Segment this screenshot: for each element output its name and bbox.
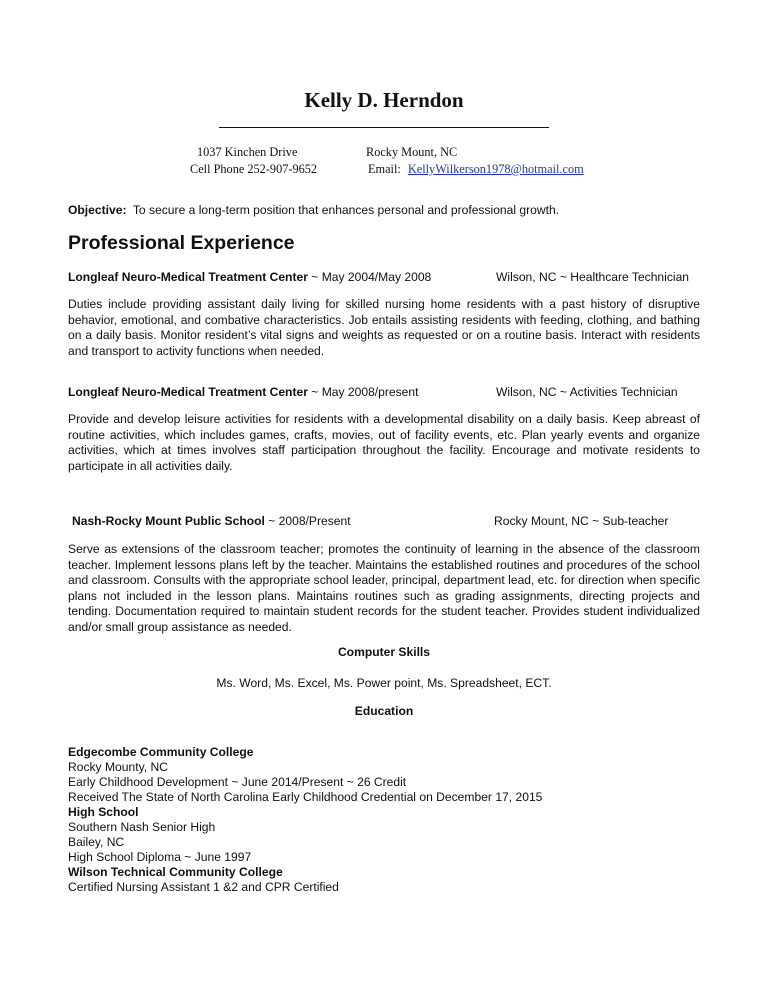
job-title-line [72, 514, 351, 528]
email-label: Email: [368, 162, 401, 176]
job-location-role: Wilson, NC ~ Activities Technician [496, 385, 678, 399]
education-line: High School Diploma ~ June 1997 [68, 850, 252, 864]
skills-text: Ms. Word, Ms. Excel, Ms. Power point, Ms. Spreadsheet, ECT. [216, 676, 552, 690]
job-location-role: Wilson, NC ~ Healthcare Technician [496, 270, 690, 284]
email-line [368, 162, 584, 177]
education-line: Southern Nash Senior High [68, 820, 216, 834]
education-line: Rocky Mounty, NC [68, 760, 168, 774]
job-location-role: Rocky Mount, NC ~ Sub-teacher [494, 514, 669, 528]
job-employer: Nash-Rocky Mount Public School [72, 514, 265, 528]
header-divider [219, 127, 549, 128]
job-description: Serve as extensions of the classroom teacher; promotes the continuity of learning in the absence of the classroom teacher. Implement lessons plans left by the teacher. Maintains the established routines and procedures of the school and classroom. Consults with the appropriate school leader, principal, department lead, etc. for direction when specific plans not included in the lesson plans. Maintains routines such as grading assignments, directing projects and tending. Documentation required to maintain student records for the student teacher. Provides student individualized and/or small group assistance as needed. [68, 542, 700, 634]
experience-heading: Professional Experience [68, 232, 295, 254]
education-school: High School [68, 805, 139, 819]
education-heading: Education [354, 704, 414, 718]
skills-heading: Computer Skills [337, 645, 431, 659]
objective [68, 203, 559, 217]
job-title-line [68, 385, 419, 399]
job-title-line [68, 270, 431, 284]
education-list [68, 745, 542, 895]
objective-label: Objective: [68, 203, 127, 217]
objective-text: To secure a long-term position that enhances personal and professional growth. [132, 203, 560, 217]
education-school: Edgecombe Community College [68, 745, 254, 759]
education-line: Certified Nursing Assistant 1 &2 and CPR Certified [68, 880, 339, 894]
job-description: Duties include providing assistant daily living for skilled nursing home residents with a past history of disruptive behavior, emotional, and combative characteristics. Job entails assisting residents with feeding, clothing, and bathing on a daily basis. Monitor resident’s vital signs and weights as requested or on a routine basis. Interact with residents and transport to activity functions when needed. [68, 297, 700, 358]
education-line: Bailey, NC [68, 835, 125, 849]
city-line: Rocky Mount, NC [366, 145, 458, 159]
job-dates: ~ May 2004/May 2008 [307, 270, 432, 284]
job-employer: Longleaf Neuro-Medical Treatment Center [68, 270, 308, 284]
job-dates: ~ May 2008/present [307, 385, 419, 399]
email-link[interactable]: KellyWilkerson1978@hotmail.com [407, 162, 584, 176]
job-description: Provide and develop leisure activities for residents with a developmental disability on a daily basis. Keep abreast of routine activities, which includes games, crafts, movies, out of facility events, etc. Plan yearly events and organize activities, which at times involves staff participation throughout the facility. Encourage and motivate residents to participate in all activities daily. [68, 412, 700, 473]
education-line: Received The State of North Carolina Early Childhood Credential on December 17, 2015 [68, 790, 543, 804]
job-dates: ~ 2008/Present [264, 514, 351, 528]
education-line: Early Childhood Development ~ June 2014/Present ~ 26 Credit [68, 775, 407, 789]
education-school: Wilson Technical Community College [68, 865, 283, 879]
phone-line: Cell Phone 252-907-9652 [190, 162, 318, 176]
address-line: 1037 Kinchen Drive [197, 145, 298, 159]
resume-name: Kelly D. Herndon [304, 88, 464, 112]
job-employer: Longleaf Neuro-Medical Treatment Center [68, 385, 308, 399]
